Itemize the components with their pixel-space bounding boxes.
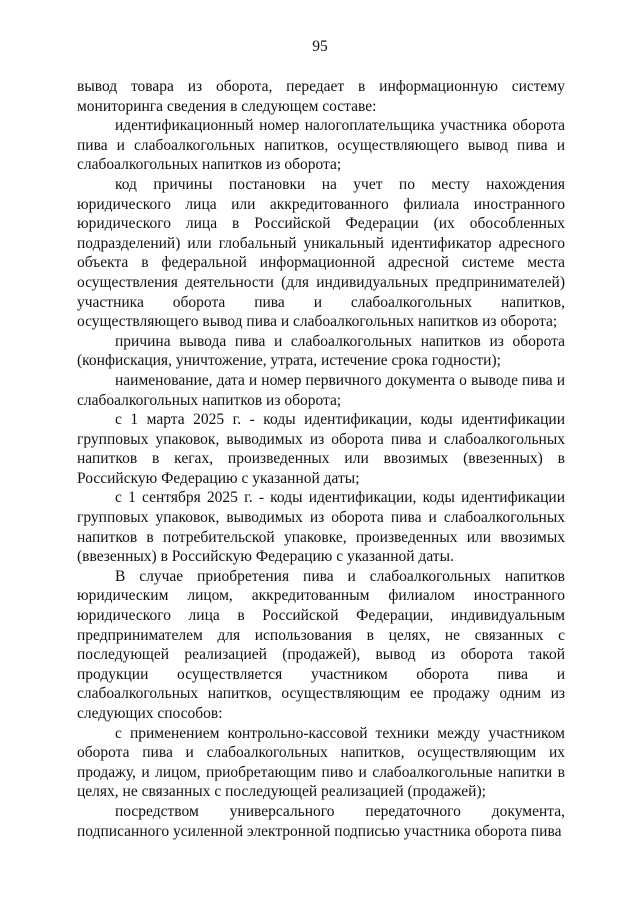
paragraph-cash-register-method: с применением контрольно-кассовой техники между участником оборота пива и слабоалкогольных напитков, осуществляющим их продажу, и лицом, приобретающим пиво и слабоалкогольные напитки в целях, не связанных с последующей реализацией (продажей); [77,724,565,801]
paragraph-purchase-case: В случае приобретения пива и слабоалкогольных напитков юридическим лицом, аккредитованным филиалом иностранного юридического лица в Российской Федерации, индивидуальным предпринимателем для использования в целях, не связанных с последующей реализацией (продажей), вывод из оборота такой продукции осуществляется участником оборота пива и слабоалкогольных напитков, осуществляющим ее продажу одним из следующих способов: [77,567,565,722]
paragraph-withdrawal-reason: причина вывода пива и слабоалкогольных напитков из оборота (конфискация, уничтожение, утрата, истечение срока годности); [77,332,565,370]
paragraph-registration-code: код причины постановки на учет по месту нахождения юридического лица или аккредитованного филиала иностранного юридического лица в Российской Федерации (их обособленных подразделений) или глобальный уникальный идентификатор адресного объекта в федеральной информационной адресной системе места осуществления деятельности (для индивидуальных предпринимателей) участника оборота пива и слабоалкогольных напитков, осуществляющего вывод пива и слабоалкогольных напитков из оборота; [77,175,565,331]
paragraph-march-2025-codes: с 1 марта 2025 г. - коды идентификации, коды идентификации групповых упаковок, выводимых из оборота пива и слабоалкогольных напитков в кегах, произведенных или ввозимых (ввезенных) в Российскую Федерацию с указанной даты; [77,411,565,487]
paragraph-primary-document: наименование, дата и номер первичного документа о выводе пива и слабоалкогольных напитков из оборота; [77,371,565,409]
paragraph-transfer-document-method: посредством универсального передаточного документа, подписанного усиленной электронной подписью участника оборота пива [77,802,565,840]
document-body [77,77,565,841]
page-number: 95 [312,38,328,55]
paragraph-september-2025-codes: с 1 сентября 2025 г. - коды идентификации, коды идентификации групповых упаковок, выводимых из оборота пива и слабоалкогольных напитков в потребительской упаковке, произведенных или ввозимых (ввезенных) в Российскую Федерацию с указанной даты. [77,489,565,566]
paragraph-withdrawal-intro: вывод товара из оборота, передает в информационную систему мониторинга сведения в следующем составе: [77,78,565,115]
paragraph-taxpayer-id: идентификационный номер налогоплательщика участника оборота пива и слабоалкогольных напитков, осуществляющего вывод пива и слабоалкогольных напитков из оборота; [77,117,565,174]
